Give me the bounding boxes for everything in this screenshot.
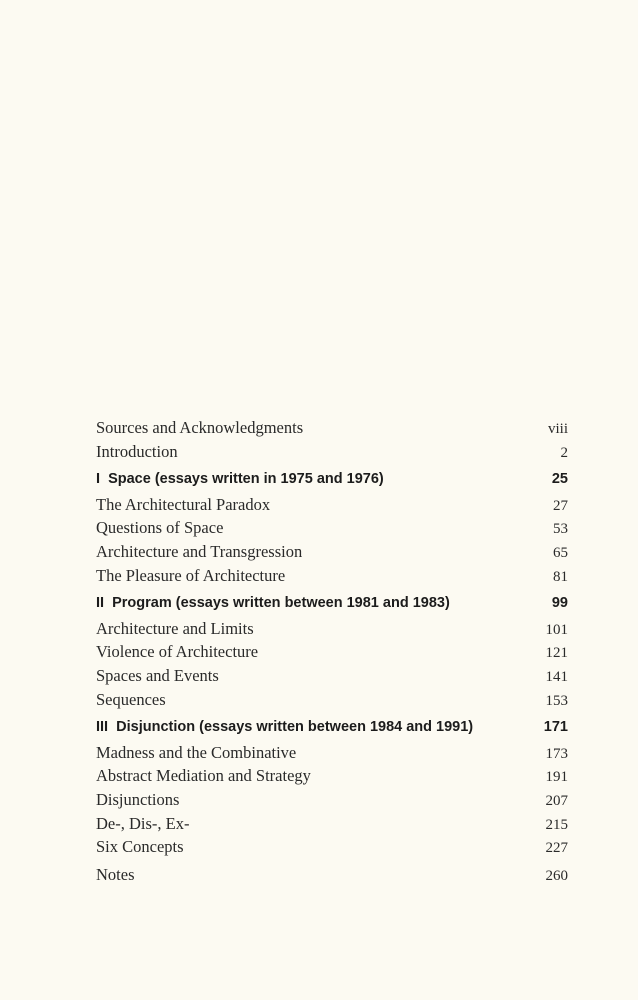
toc-entry [96, 812, 568, 836]
toc-title: The Architectural Paradox [96, 494, 271, 514]
toc-entry [96, 788, 568, 812]
toc-page-number: 173 [545, 745, 568, 762]
toc-entry [96, 617, 568, 641]
toc-title: Notes [96, 864, 135, 884]
toc-page-number: 27 [553, 497, 568, 514]
toc-page-number: 260 [545, 867, 568, 884]
toc-title: Introduction [96, 441, 178, 461]
table-of-contents [96, 416, 568, 886]
toc-entry [96, 493, 568, 517]
toc-entry [96, 664, 568, 688]
toc-page-number: 2 [560, 444, 568, 461]
toc-entry [96, 741, 568, 765]
toc-title: Violence of Architecture [96, 642, 259, 662]
toc-title: Architecture and Limits [96, 618, 254, 638]
toc-title: Abstract Mediation and Strategy [96, 766, 311, 786]
part-title: I Space (essays written in 1975 and 1976) [96, 471, 384, 488]
toc-title: De-, Dis-, Ex- [96, 813, 190, 833]
toc-title: Architecture and Transgression [96, 541, 303, 561]
toc-entry [96, 416, 568, 440]
toc-entry [96, 835, 568, 859]
toc-title: Six Concepts [96, 837, 184, 857]
part-page-number: 171 [543, 719, 568, 736]
toc-part-heading [96, 592, 568, 616]
toc-part-heading [96, 716, 568, 740]
toc-page-number: 227 [545, 840, 568, 857]
toc-title: Sources and Acknowledgments [96, 418, 304, 437]
toc-entry [96, 516, 568, 540]
toc-title: Madness and the Combinative [96, 742, 297, 762]
toc-title: Sequences [96, 689, 166, 709]
toc-page-number: 207 [545, 792, 568, 809]
toc-title: Disjunctions [96, 789, 180, 809]
toc-page-number: 215 [545, 816, 568, 833]
toc-page-number: 121 [545, 645, 568, 662]
toc-page-number: 153 [545, 692, 568, 709]
toc-entry [96, 540, 568, 564]
part-page-number: 25 [551, 471, 568, 488]
part-page-number: 99 [551, 595, 568, 612]
toc-entry [96, 640, 568, 664]
part-title: II Program (essays written between 1981 and 1983) [96, 595, 450, 612]
toc-title: Spaces and Events [96, 665, 219, 685]
toc-page-number: 81 [553, 568, 568, 585]
part-title: III Disjunction (essays written between 1984 and 1991) [96, 719, 474, 736]
toc-entry [96, 564, 568, 588]
toc-part-heading [96, 468, 568, 492]
toc-page-number: 141 [545, 668, 568, 685]
toc-entry-notes [96, 863, 568, 887]
toc-page-number: viii [547, 421, 568, 437]
toc-entry [96, 764, 568, 788]
toc-entry [96, 688, 568, 712]
toc-title: The Pleasure of Architecture [96, 565, 286, 585]
toc-title: Questions of Space [96, 518, 224, 538]
toc-page-number: 65 [553, 544, 568, 561]
toc-page-number: 191 [545, 769, 568, 786]
toc-page-number: 101 [545, 621, 568, 638]
toc-page-number: 53 [553, 521, 568, 538]
toc-entry [96, 440, 568, 464]
